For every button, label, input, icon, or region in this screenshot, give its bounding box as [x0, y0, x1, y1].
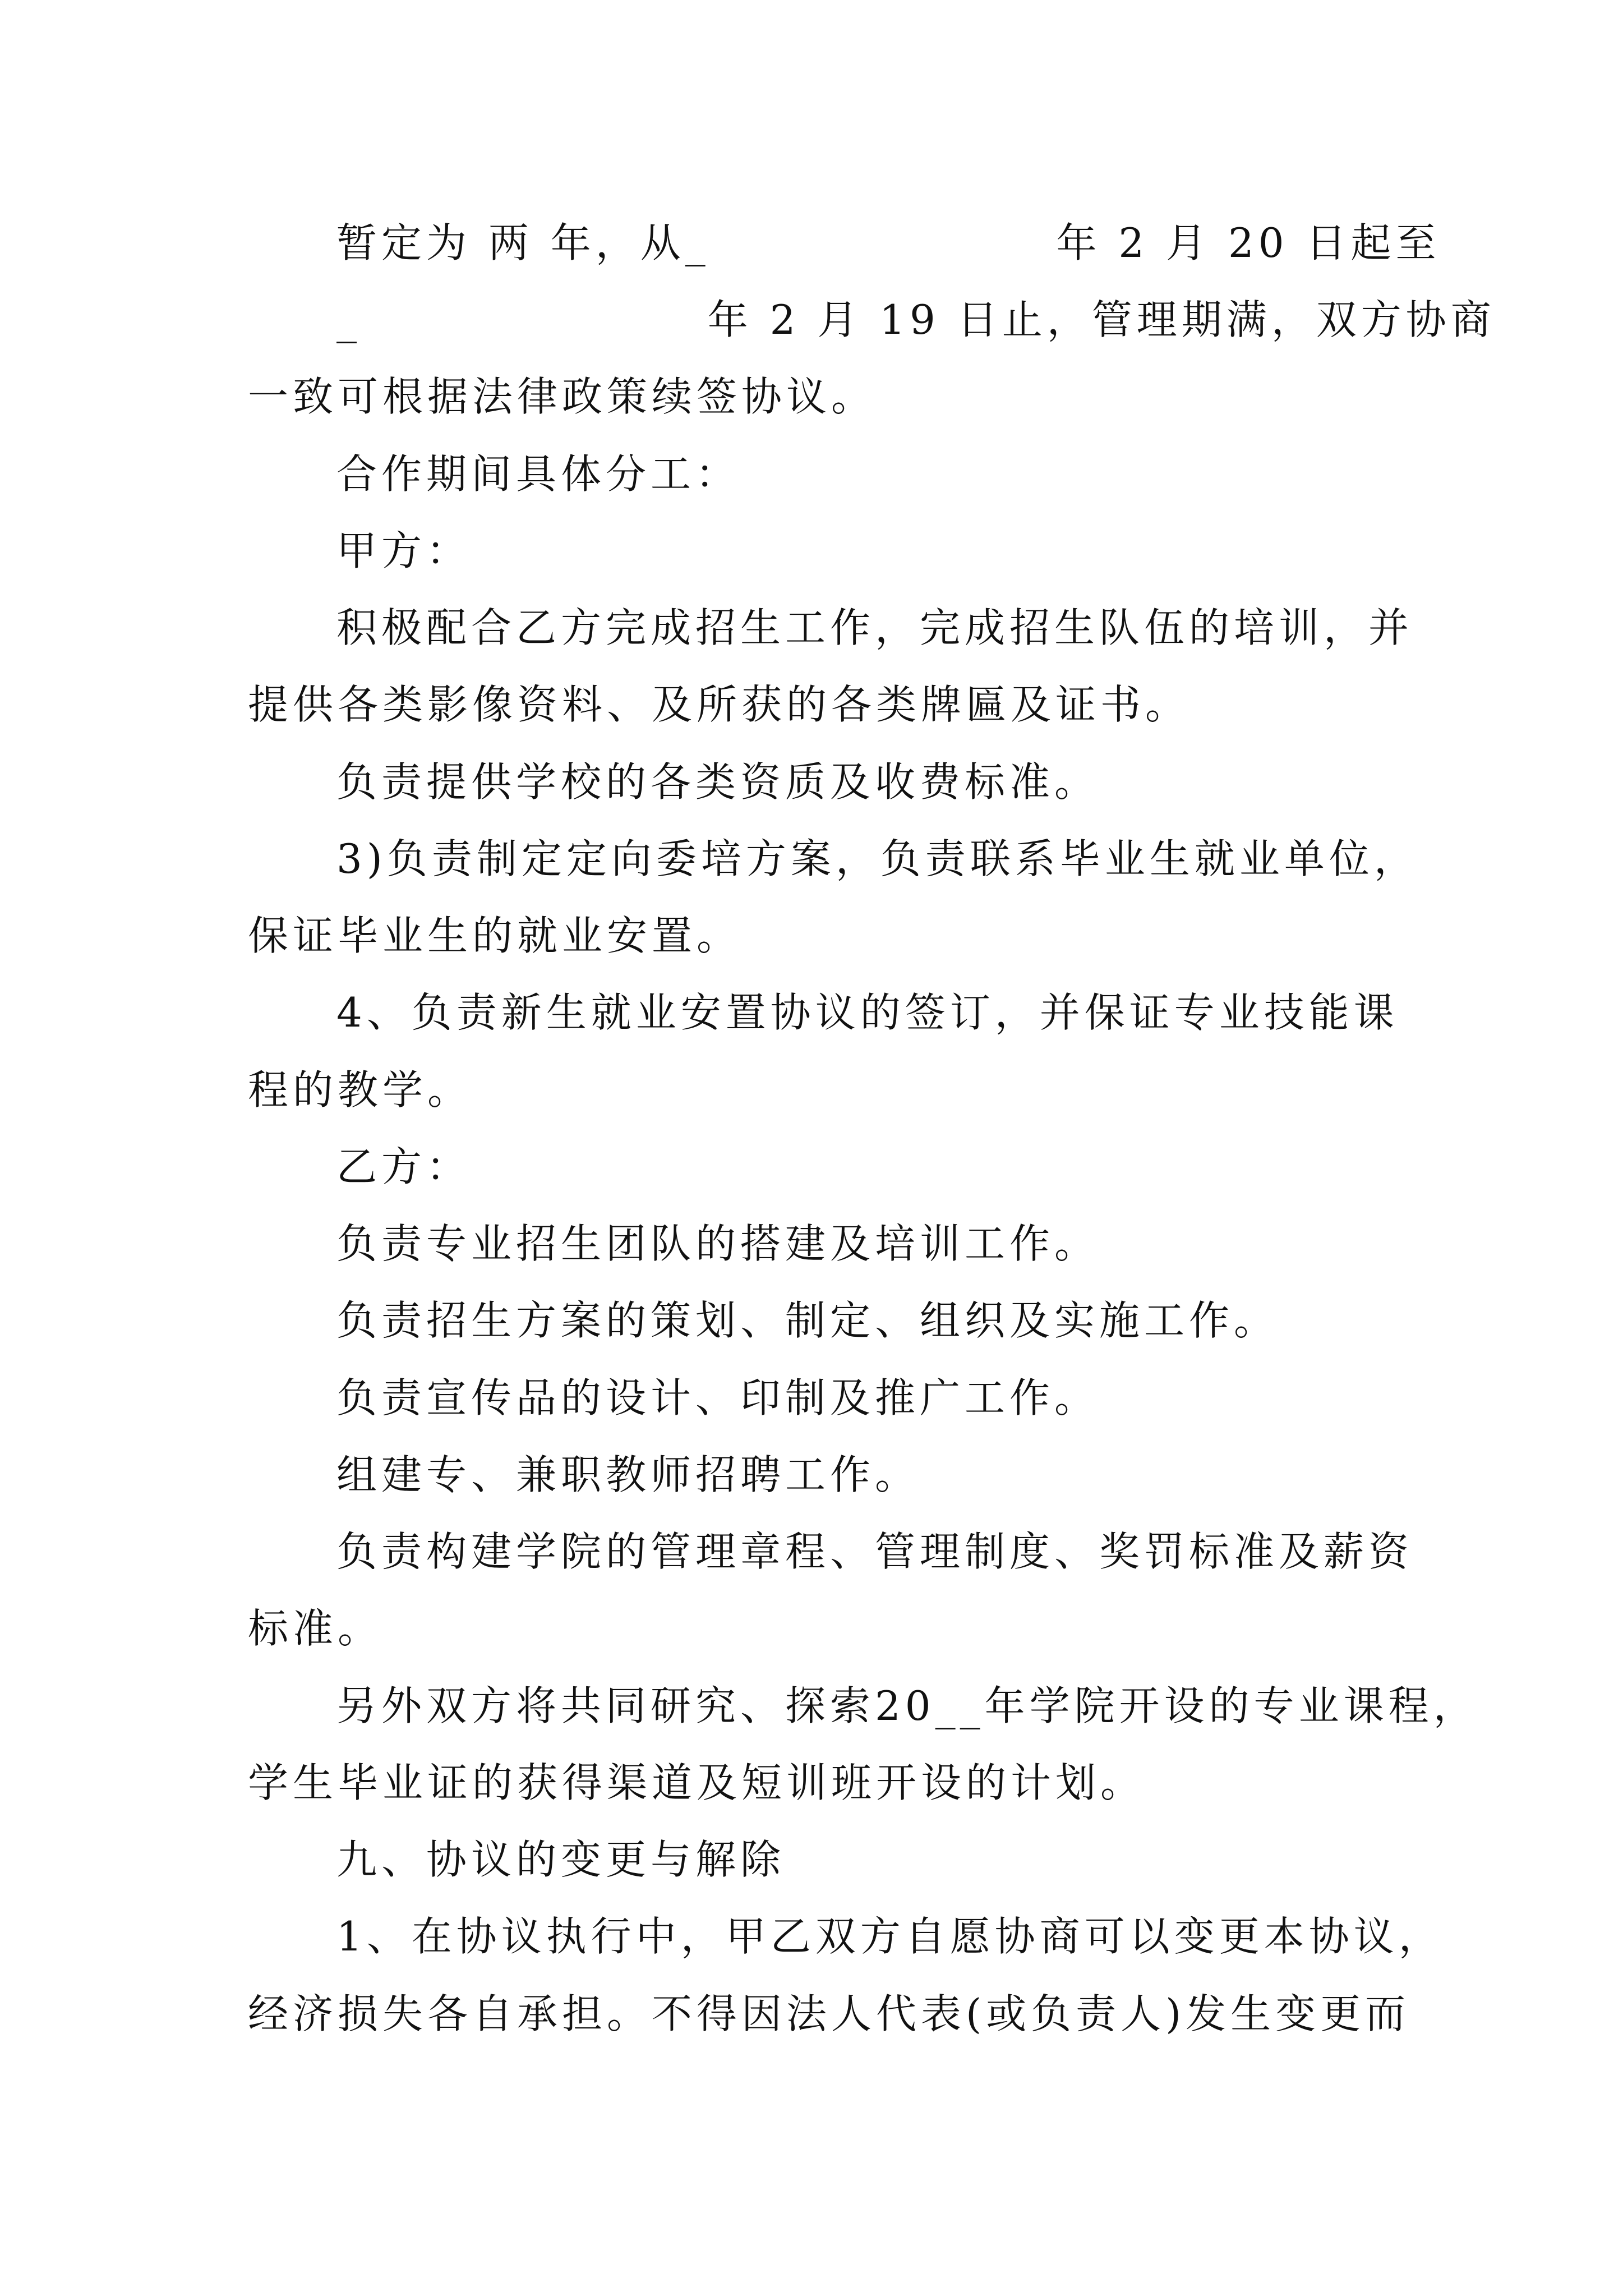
text-line: 4、负责新生就业安置协议的签订，并保证专业技能课: [336, 989, 1399, 1036]
text-line: 一致可根据法律政策续签协议。: [248, 373, 877, 420]
text-line: 负责招生方案的策划、制定、组织及实施工作。: [336, 1297, 1279, 1344]
text-line: 负责提供学校的各类资质及收费标准。: [336, 758, 1100, 806]
text-line: 1、在协议执行中，甲乙双方自愿协商可以变更本协议，: [336, 1913, 1444, 1960]
text-line: 合作期间具体分工：: [336, 450, 741, 498]
text-line: 负责构建学院的管理章程、管理制度、奖罚标准及薪资: [336, 1528, 1414, 1575]
text-line: 标准。: [248, 1605, 383, 1652]
text-line: 甲方：: [336, 527, 472, 574]
text-line: 暂定为 两 年，从_ 年 2 月 20 日起至: [336, 219, 1441, 266]
text-line: 程的教学。: [248, 1066, 473, 1114]
text-line: 经济损失各自承担。不得因法人代表(或负责人)发生变更而: [248, 1990, 1410, 2037]
text-line: 3)负责制定定向委培方案，负责联系毕业生就业单位，: [336, 835, 1419, 882]
text-line: 保证毕业生的就业安置。: [248, 912, 742, 959]
text-line: 组建专、兼职教师招聘工作。: [336, 1451, 920, 1498]
text-line: 负责宣传品的设计、印制及推广工作。: [336, 1374, 1100, 1421]
text-line: 学生毕业证的获得渠道及短训班开设的计划。: [248, 1759, 1146, 1806]
text-line: 积极配合乙方完成招生工作，完成招生队伍的培训，并: [336, 604, 1414, 651]
text-line: 提供各类影像资料、及所获的各类牌匾及证书。: [248, 681, 1191, 728]
text-line: 负责专业招生团队的搭建及培训工作。: [336, 1220, 1100, 1267]
text-line: 另外双方将共同研究、探索20__年学院开设的专业课程，: [336, 1682, 1478, 1729]
text-line: _ 年 2 月 19 日止，管理期满，双方协商: [336, 296, 1496, 343]
text-line: 乙方：: [336, 1143, 472, 1190]
text-line: 九、协议的变更与解除: [336, 1836, 786, 1883]
